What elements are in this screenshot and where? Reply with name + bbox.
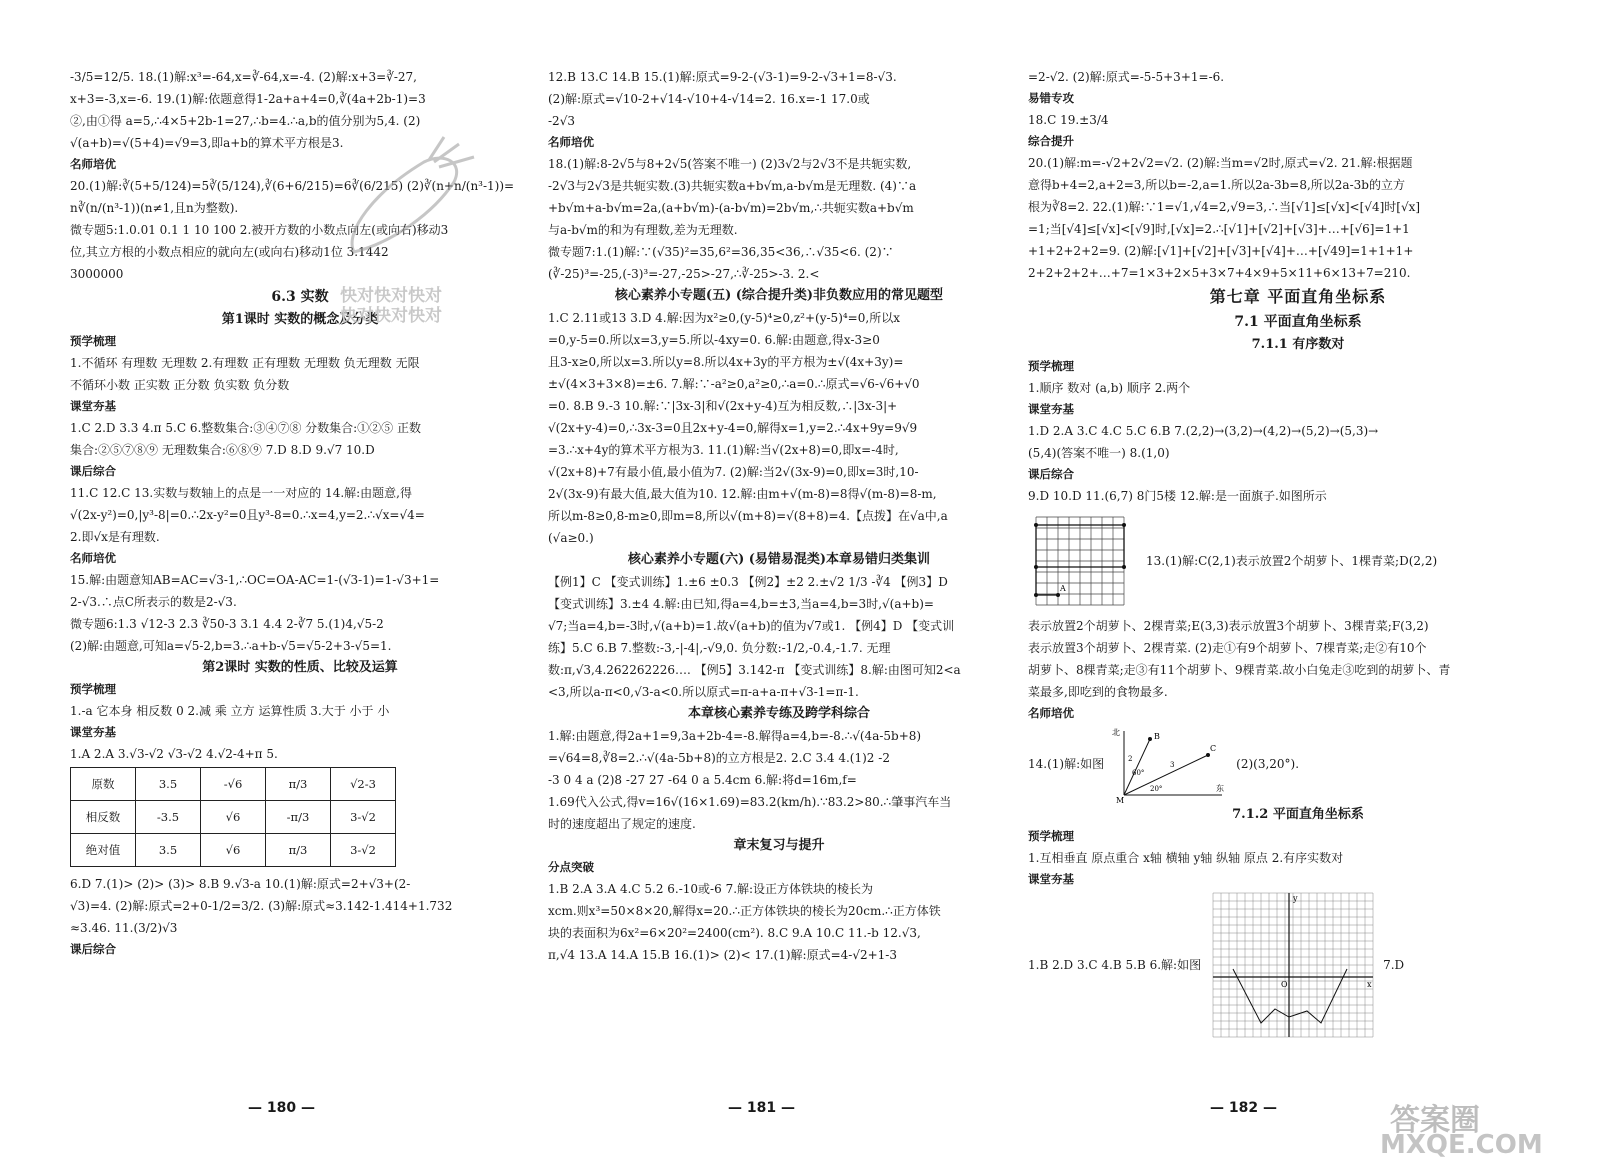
heading-ketang: 课堂夯基 — [70, 399, 116, 413]
watermark-fast: 快对快对快对 快对快对快对 — [340, 286, 442, 326]
answer-line: √(2x+8)+7有最小值,最小值为7. (2)解:当2√(3x-9)=0,即x=3时,10- — [548, 465, 919, 479]
answer-line: 1.D 2.A 3.C 4.C 5.C 6.B 7.(2,2)→(3,2)→(4,2)→(5,2)→(5,3)→ — [1028, 424, 1379, 438]
answer-line: 14.(1)解:如图 — [1028, 757, 1105, 771]
text-block — [548, 725, 1010, 835]
table-cell: 3.5 — [136, 768, 201, 801]
answer-line: 18.C 19.±3/4 — [1028, 113, 1109, 127]
heading-fendian: 分点突破 — [548, 860, 594, 874]
table-cell: -√6 — [201, 768, 266, 801]
answer-line: 1.顺序 数对 (a,b) 顺序 2.两个 — [1028, 381, 1191, 395]
table-cell: 相反数 — [71, 801, 136, 834]
answer-line: +b√m+a-b√m=2a,(a+b√m)-(a-b√m)=2b√m,∴共轭实数a+b√m — [548, 201, 914, 215]
answer-line: 1.不循环 有理数 无理数 2.有理数 正有理数 无理数 负无理数 无限 — [70, 356, 420, 370]
answer-line: 2.即√x是有理数. — [70, 530, 160, 544]
page-number: — 180 — — [248, 1100, 315, 1116]
heading-yuxi: 预学梳理 — [1028, 829, 1074, 843]
answer-line: 【变式训练】3.±4 4.解:由已知,得a=4,b=±3,当a=4,b=3时,√(a+b)= — [548, 597, 934, 611]
text-block — [70, 873, 530, 939]
answer-line: 1.-a 它本身 相反数 0 2.减 乘 立方 运算性质 3.大于 小于 小 — [70, 704, 390, 718]
answer-line: ②,由①得 a=5,∴4×5+2b-1=27,∴b=4.∴a,b的值分别为5,4. (2) — [70, 114, 421, 128]
special-topic-6: 核心素养小专题(六) (易错易混类)本章易错归类集训 — [627, 552, 931, 567]
answer-line: =3.∴x+4y的算术平方根为3. 11.(1)解:当√(2x+8)=0,即x=-4时, — [548, 443, 899, 457]
heading-ketang: 课堂夯基 — [1028, 402, 1074, 416]
answer-line: -3 0 4 a (2)8 -27 27 -64 0 a 5.4cm 6.解:将d=16m,f= — [548, 773, 857, 787]
answer-line: (2)解:由题意,可知a=√5-2,b=3.∴a+b-√5=√5-2+3-√5=1. — [70, 639, 392, 653]
text-block — [1028, 847, 1568, 869]
text-block — [1028, 152, 1568, 284]
table-cell: 3.5 — [136, 834, 201, 867]
text-block — [70, 352, 530, 396]
table-cell: 3-√2 — [331, 801, 396, 834]
answer-line: =0. 8.B 9.-3 10.解:∵|3x-3|和√(2x+y-4)互为相反数,∴|3x-3|+ — [548, 399, 898, 413]
axis-x-label: x — [1367, 980, 1372, 989]
table-cell: 3-√2 — [331, 834, 396, 867]
answer-line: 9.D 10.D 11.(6,7) 8门5楼 12.解:是一面旗子.如图所示 — [1028, 489, 1327, 503]
answer-line: √(2x+y-4)=0,∴3x-3=0且2x+y-4=0,解得x=1,y=2.∴4x+9y=9√9 — [548, 421, 918, 435]
answer-line: 1.B 2.A 3.A 4.C 5.2 6.-10或-6 7.解:设正方体铁块的棱长为 — [548, 882, 874, 896]
subsection-title-7-1-2: 7.1.2 平面直角坐标系 — [1232, 807, 1364, 822]
answer-line: 7.D — [1383, 958, 1405, 972]
summary-title: 本章核心素养专练及跨学科综合 — [687, 706, 870, 721]
answer-line: 微专题6:1.3 √12-3 2.3 ∛50-3 3.1 4.4 2-∛7 5.(1)4,√5-2 — [70, 617, 384, 631]
answer-line: 集合:②⑤⑦⑧⑨ 无理数集合:⑥⑧⑨ 7.D 8.D 9.√7 10.D — [70, 443, 375, 457]
column-right — [1028, 66, 1568, 1040]
review-title: 章末复习与提升 — [733, 838, 825, 853]
text-block — [1028, 66, 1568, 88]
answer-line: 练】5.C 6.B 7.整数:-3,-|-4|,-√9,0. 负分数:-1/2,-0.4,-1.7. 无理 — [548, 641, 891, 655]
point-label-a: A — [1060, 584, 1066, 593]
compass-figure-row — [1028, 724, 1568, 804]
lesson-title-1: 第1课时 实数的概念及分类 — [221, 312, 379, 327]
answer-line: -2√3 — [548, 114, 575, 128]
heading-mingshi: 名师培优 — [70, 551, 116, 565]
watermark-brand: 答案圈 — [1390, 1103, 1480, 1138]
table-cell: 原数 — [71, 768, 136, 801]
watermark-site: MXQE.COM — [1380, 1130, 1543, 1160]
heading-yicuo: 易错专攻 — [1028, 91, 1074, 105]
table-cell: √6 — [201, 834, 266, 867]
label-3: 3 — [1170, 761, 1175, 769]
table-cell: √2-3 — [331, 768, 396, 801]
text-block — [70, 482, 530, 548]
label-2: 2 — [1128, 755, 1133, 763]
text-block — [70, 743, 530, 765]
heading-ketang: 课堂夯基 — [1028, 872, 1074, 886]
answer-line: 块的表面积为6x²=6×20²=2400(cm²). 8.C 9.A 10.C 11.-b 12.√3, — [548, 926, 921, 940]
coord-figure-row — [1028, 890, 1568, 1040]
answer-line: 12.B 13.C 14.B 15.(1)解:原式=9-2-(√3-1)=9-2-√3+1=8-√3. — [548, 70, 897, 84]
table-row — [71, 768, 396, 801]
heading-yuxi: 预学梳理 — [70, 334, 116, 348]
answer-line: 1.解:由题意,得2a+1=9,3a+2b-4=-8.解得a=4,b=-8.∴√(4a-5b+8) — [548, 729, 922, 743]
text-block — [70, 700, 530, 722]
answer-line: xcm.则x³=50×8×20,解得x=20.∴正方体铁块的棱长为20cm.∴正方体铁 — [548, 904, 941, 918]
heading-zonghe: 综合提升 — [1028, 134, 1074, 148]
answer-line: -2√3与2√3是共轭实数.(3)共轭实数a+b√m,a-b√m是无理数. (4)∵a — [548, 179, 917, 193]
answer-line: 数:π,√3,4.262262226…. 【例5】3.142-π 【变式训练】8.解:由图可知2<a — [548, 663, 961, 677]
text-block — [1028, 420, 1568, 464]
text-block — [548, 878, 1010, 966]
answer-line: (5,4)(答案不唯一) 8.(1,0) — [1028, 446, 1170, 460]
answer-line: 1.B 2.D 3.C 4.B 5.B 6.解:如图 — [1028, 958, 1202, 972]
answer-line: 18.(1)解:8-2√5与8+2√5(答案不唯一) (2)3√2与2√3不是共轭实数, — [548, 157, 912, 171]
answer-line: (2)解:原式=√10-2+√14-√10+4-√14=2. 16.x=-1 17.0或 — [548, 92, 870, 106]
compass-figure — [1110, 725, 1230, 803]
answer-line: <3,所以a-π<0,√3-a<0.所以原式=π-a+a-π+√3-1=π-1. — [548, 685, 859, 699]
answer-line: 1.69代入公式,得v=16√(16×1.69)=83.2(km/h).∵83.2>80.∴肇事汽车当 — [548, 795, 952, 809]
table-row — [71, 834, 396, 867]
origin-label: O — [1281, 980, 1288, 989]
table-cell: -3.5 — [136, 801, 201, 834]
text-block — [548, 571, 1010, 703]
subsection-title-7-1-1: 7.1.1 有序数对 — [1251, 337, 1345, 352]
answer-line: (∛-25)³=-25,(-3)³=-27,-25>-27,∴∛-25>-3. 2.< — [548, 267, 820, 281]
answer-line: 1.互相垂直 原点重合 x轴 横轴 y轴 纵轴 原点 2.有序实数对 — [1028, 851, 1344, 865]
answer-line: 3000000 — [70, 267, 124, 281]
lesson-title-2: 第2课时 实数的性质、比较及运算 — [202, 660, 398, 675]
label-m: M — [1116, 796, 1125, 803]
answer-line: 微专题7:1.(1)解:∵(√35)²=35,6²=36,35<36,∴√35<6. (2)∵ — [548, 245, 894, 259]
flag-grid-figure — [1028, 509, 1140, 613]
answer-line: 2√(3x-9)有最大值,最大值为10. 12.解:由m+√(m-8)=8得√(m-8)=8-m, — [548, 487, 937, 501]
answer-line: 表示放置2个胡萝卜、2棵青菜;E(3,3)表示放置3个胡萝卜、3棵青菜;F(3,2) — [1028, 619, 1429, 633]
label-b: B — [1154, 732, 1161, 741]
table-cell: -π/3 — [266, 801, 331, 834]
label-angle-60: 60° — [1132, 769, 1145, 777]
text-block — [70, 569, 530, 657]
answer-line: 13.(1)解:C(2,1)表示放置2个胡萝卜、1棵青菜;D(2,2) — [1146, 554, 1438, 568]
text-block — [1028, 485, 1568, 507]
table-cell: π/3 — [266, 768, 331, 801]
answer-line: 2+2+2+2+…+7=1×3+2×5+3×7+4×9+5×11+6×13+7=210. — [1028, 266, 1411, 280]
answer-line: =1;当[√4]≤[√x]<[√9]时,[√x]=2.∴[√1]+[√2]+[√3]+…+[√6]=1+1 — [1028, 222, 1410, 236]
answer-line: √3)=4. (2)解:原式=2+0-1/2=3/2. (3)解:原式≈3.142-1.414+1.732 — [70, 899, 453, 913]
section-title-6-3: 6.3 实数 — [271, 289, 329, 305]
special-topic-5: 核心素养小专题(五) (综合提升类)非负数应用的常见题型 — [614, 288, 944, 303]
chapter-title: 第七章 平面直角坐标系 — [1209, 287, 1387, 306]
axis-y-label: y — [1293, 894, 1298, 903]
heading-mingshi: 名师培优 — [1028, 706, 1074, 720]
answer-line: 2-√3.∴点C所表示的数是2-√3. — [70, 595, 237, 609]
answer-line: 1.A 2.A 3.√3-√2 √3-√2 4.√2-4+π 5. — [70, 747, 278, 761]
heading-ketang: 课堂夯基 — [70, 725, 116, 739]
table-cell: π/3 — [266, 834, 331, 867]
answer-line: π,√4 13.A 14.A 15.B 16.(1)> (2)< 17.(1)解:原式=4-√2+1-3 — [548, 948, 897, 962]
heading-mingshi: 名师培优 — [70, 157, 116, 171]
coordinate-grid-figure — [1207, 891, 1377, 1039]
answer-line: =0,y-5=0.所以x=3,y=5.所以-4xy=0. 6.解:由题意,得x-3≥0 — [548, 333, 880, 347]
answer-line: 所以m-8≥0,8-m≥0,即m=8,所以√(m+8)=√(8+8)=4.【点拨】在√a中,a — [548, 509, 948, 523]
answer-line: 【例1】C 【变式训练】1.±6 ±0.3 【例2】±2 2.±√2 1/3 -∛4 【例3】D — [548, 575, 948, 589]
table-row — [71, 801, 396, 834]
text-block — [1028, 615, 1568, 703]
label-east: 东 — [1216, 784, 1225, 793]
label-angle-20: 20° — [1150, 785, 1163, 793]
text-block — [548, 307, 1010, 549]
table-cell: 绝对值 — [71, 834, 136, 867]
number-table — [70, 767, 396, 867]
answer-line: +1+2+2+2=9. (2)解:[√1]+[√2]+[√3]+[√4]+…+[√49]=1+1+1+ — [1028, 244, 1414, 258]
flag-figure-row — [1028, 507, 1568, 615]
answer-line: 6.D 7.(1)> (2)> (3)> 8.B 9.√3-a 10.(1)解:原式=2+√3+(2- — [70, 877, 411, 891]
label-north: 北 — [1112, 728, 1121, 737]
text-block — [1028, 109, 1568, 131]
heading-kehou: 课后综合 — [1028, 467, 1074, 481]
answer-line: 20.(1)解:m=-√2+2√2=√2. (2)解:当m=√2时,原式=√2. 21.解:根据题 — [1028, 156, 1413, 170]
answer-line: =2-√2. (2)解:原式=-5-5+3+1=-6. — [1028, 70, 1225, 84]
answer-line: 15.解:由题意知AB=AC=√3-1,∴OC=OA-AC=1-(√3-1)=1-√3+1= — [70, 573, 440, 587]
answer-line: (√a≥0.) — [548, 531, 594, 545]
answer-line: x+3=-3,x=-6. 19.(1)解:依题意得1-2a+a+4=0,∛(4a+2b-1)=3 — [70, 92, 426, 106]
table-cell: √6 — [201, 801, 266, 834]
answer-line: 意得b+4=2,a+2=3,所以b=-2,a=1.所以2a-3b=8,所以2a-3b的立方 — [1028, 178, 1405, 192]
text-block — [548, 153, 1010, 285]
answer-line: √7;当a=4,b=-3时,√(a+b)=1.故√(a+b)的值为√7或1. 【例4】D 【变式训 — [548, 619, 955, 633]
answer-line: -3/5=12/5. 18.(1)解:x³=-64,x=∛-64,x=-4. (2)解:x+3=∛-27, — [70, 70, 417, 84]
column-middle — [548, 66, 1010, 966]
heading-yuxi: 预学梳理 — [1028, 359, 1074, 373]
answer-line: 根为∛8=2. 22.(1)解:∵1=√1,√4=2,√9=3,∴当[√1]≤[√x]<[√4]时[√x] — [1028, 200, 1421, 214]
answer-line: 时的速度超出了规定的速度. — [548, 817, 696, 831]
answer-line: 1.C 2.D 3.3 4.π 5.C 6.整数集合:③④⑦⑧ 分数集合:①②⑤ 正数 — [70, 421, 421, 435]
answer-line: 且3-x≥0,所以x=3.所以y=8.所以4x+3y的平方根为±√(4x+3y)= — [548, 355, 904, 369]
text-block — [548, 66, 1010, 132]
answer-line: √(a+b)=√(5+4)=√9=3,即a+b的算术平方根是3. — [70, 136, 344, 150]
answer-line: 1.C 2.11或13 3.D 4.解:因为x²≥0,(y-5)⁴≥0,z²+(y-5)⁴=0,所以x — [548, 311, 900, 325]
answer-line: n∛(n/(n³-1))(n≠1,且n为整数). — [70, 201, 239, 215]
heading-kehou: 课后综合 — [70, 464, 116, 478]
heading-yuxi: 预学梳理 — [70, 682, 116, 696]
carrot-stamp-icon — [334, 132, 484, 262]
text-block — [1028, 377, 1568, 399]
section-title-7-1: 7.1 平面直角坐标系 — [1234, 314, 1362, 330]
page-number: — 182 — — [1210, 1100, 1277, 1116]
answer-line: 11.C 12.C 13.实数与数轴上的点是一一对应的 14.解:由题意,得 — [70, 486, 413, 500]
answer-line: 不循环小数 正实数 正分数 负实数 负分数 — [70, 378, 290, 392]
answer-line: 微专题5:1.0.01 0.1 1 10 100 2.被开方数的小数点向左(或向右)移动3 — [70, 223, 449, 237]
answer-line: (2)(3,20°). — [1236, 757, 1300, 771]
text-block — [70, 417, 530, 461]
answer-line: 位,其立方根的小数点相应的就向左(或向右)移动1位 3.1442 — [70, 245, 389, 259]
heading-kehou: 课后综合 — [70, 942, 116, 956]
page-number: — 181 — — [728, 1100, 795, 1116]
answer-line: =√64=8,∛8=2.∴√(4a-5b+8)的立方根是2. 2.C 3.4 4.(1)2 -2 — [548, 751, 890, 765]
answer-line: ≈3.46. 11.(3/2)√3 — [70, 921, 178, 935]
label-c: C — [1210, 744, 1217, 753]
answer-line: ±√(4×3+3×8)=±6. 7.解:∵-a²≥0,a²≥0,∴a=0.∴原式=√6-√6+√0 — [548, 377, 920, 391]
answer-line: 菜最多,即吃到的食物最多. — [1028, 685, 1168, 699]
answer-line: √(2x-y²)=0,|y³-8|=0.∴2x-y²=0且y³-8=0.∴x=4,y=2.∴√x=√4= — [70, 508, 425, 522]
answer-line: 与a-b√m的和为有理数,差为无理数. — [548, 223, 738, 237]
heading-mingshi: 名师培优 — [548, 135, 594, 149]
answer-line: 表示放置3个胡萝卜、2棵青菜. (2)走①有9个胡萝卜、7棵青菜;走②有10个 — [1028, 641, 1427, 655]
answer-line: 胡萝卜、8棵青菜;走③有11个胡萝卜、9棵青菜.故小白兔走③吃到的胡萝卜、青 — [1028, 663, 1451, 677]
answer-line: 20.(1)解:∛(5+5/124)=5∛(5/124),∛(6+6/215)=6∛(6/215) (2)∛(n+n/(n³-1))= — [70, 179, 515, 193]
